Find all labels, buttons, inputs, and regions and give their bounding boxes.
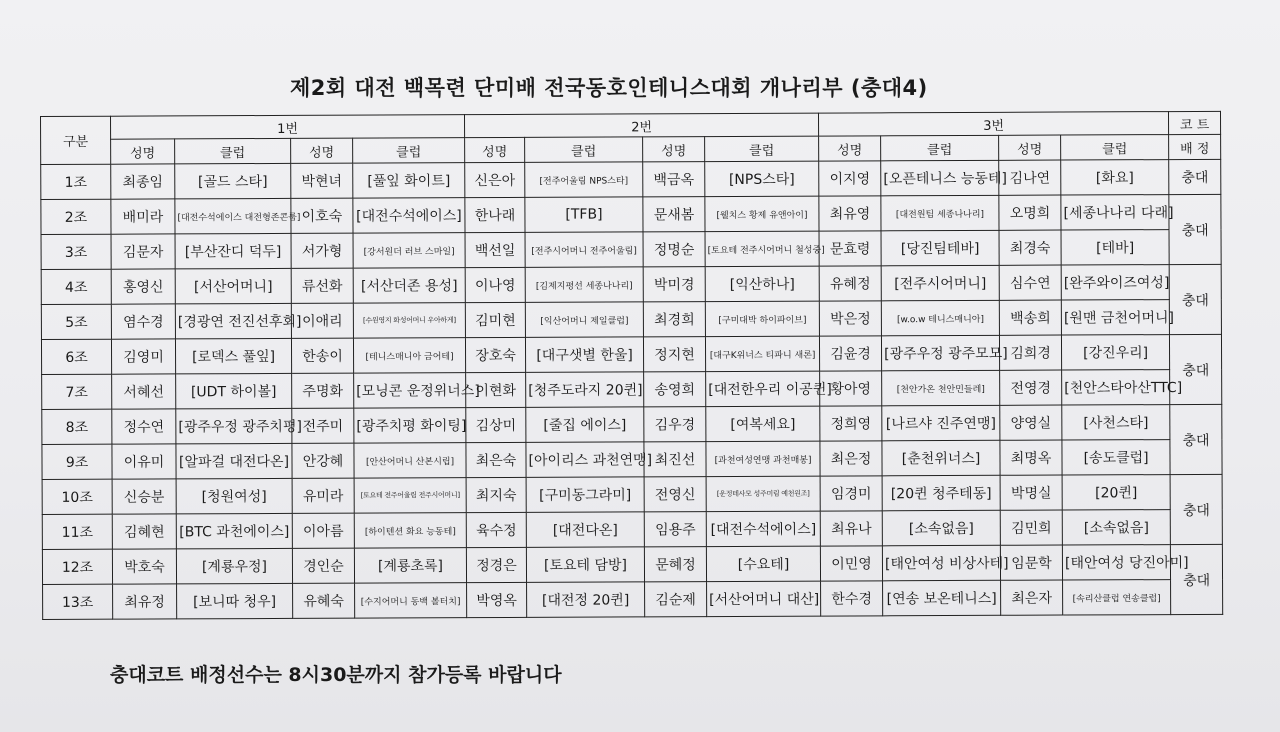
document-title: 제2회 대전 백목련 단미배 전국동호인테니스대회 개나리부 (충대4) [290, 76, 928, 100]
club-cell: [안산어머니 산본시립] [354, 443, 466, 478]
player-name-cell: 정명순 [643, 232, 705, 267]
player-name-cell: 박호숙 [112, 549, 176, 584]
group-label: 4조 [41, 269, 111, 304]
player-name-cell: 전영신 [644, 477, 706, 512]
table-row [42, 474, 1222, 514]
club-cell: [구미대박 하이파이브] [705, 301, 819, 336]
player-name-cell: 정지현 [644, 337, 706, 372]
club-cell: [화요] [1061, 160, 1169, 195]
club-cell: [수요테] [706, 546, 820, 581]
club-cell: [전주어울림 NPS스타] [525, 162, 643, 198]
club-cell: [대전수석에이스] [353, 198, 465, 233]
group-label: 3조 [41, 234, 111, 269]
player-name-cell: 류선화 [291, 268, 353, 303]
club-cell: [오픈테니스 능동테] [881, 160, 999, 196]
player-name-cell: 유혜정 [819, 266, 881, 301]
club-cell: [익산어머니 제일클럽] [525, 302, 643, 338]
group-label: 7조 [42, 374, 112, 409]
group-label: 2조 [41, 199, 111, 234]
table-row [42, 544, 1222, 584]
club-cell: [대전다온] [526, 512, 644, 548]
club-cell: [계룡우정] [176, 548, 292, 584]
club-cell: [나르샤 진주연맹] [882, 405, 1000, 441]
player-name-cell: 문효령 [819, 231, 881, 266]
club-cell: [NPS스타] [705, 161, 819, 196]
player-name-cell: 임용주 [644, 512, 706, 547]
club-cell: [경광연 전진선후회] [175, 303, 291, 339]
header-club: 클럽 [881, 135, 999, 161]
player-name-cell: 김혜현 [112, 514, 176, 549]
club-cell: [속리산클럽 연송클럽] [1063, 580, 1171, 615]
club-cell: [과천여성연맹 과천매봉] [706, 441, 820, 476]
club-cell: [토요테 전주시어머니 철성중] [705, 231, 819, 266]
club-cell: [아이리스 과천연맹] [526, 442, 644, 478]
player-name-cell: 최은정 [820, 441, 882, 476]
group-label: 11조 [42, 514, 112, 549]
player-name-cell: 박영옥 [467, 582, 527, 617]
header-name: 성명 [111, 139, 175, 164]
club-cell: [연송 보온테니스] [883, 580, 1001, 616]
club-cell: [로덱스 풀잎] [175, 338, 291, 374]
bracket-table [40, 111, 1223, 620]
player-name-cell: 이유미 [112, 444, 176, 479]
player-name-cell: 김민희 [1000, 510, 1062, 545]
club-cell: [여복세요] [706, 406, 820, 441]
player-name-cell: 임경미 [820, 476, 882, 511]
header-name: 성명 [819, 136, 881, 161]
player-name-cell: 백송희 [999, 300, 1061, 335]
club-cell: [수지어머니 동백 볼터치] [355, 583, 467, 618]
table-row [41, 159, 1221, 199]
club-cell: [대전원팀 세종나나리] [881, 195, 999, 231]
header-name: 성명 [465, 137, 525, 162]
club-cell: [김제지평선 세종나나리] [525, 267, 643, 303]
club-cell: [테니스매니아 금어테] [353, 338, 465, 373]
player-name-cell: 장호숙 [466, 337, 526, 372]
player-name-cell: 김미현 [465, 302, 525, 337]
player-name-cell: 이지영 [819, 161, 881, 196]
player-name-cell: 최진선 [644, 442, 706, 477]
player-name-cell: 김영미 [111, 339, 175, 374]
player-name-cell: 김희경 [1000, 335, 1062, 370]
club-cell: [대전수석에이스 대전형존콘룹] [175, 198, 291, 234]
player-name-cell: 한수경 [821, 581, 883, 616]
club-cell: [부산잔디 덕두] [175, 233, 291, 269]
group-label: 1조 [41, 164, 111, 199]
group-label: 9조 [42, 444, 112, 479]
club-cell: [태안여성 비상사테] [882, 545, 1000, 581]
table-row [41, 264, 1221, 304]
club-cell: [대전수석에이스] [706, 511, 820, 546]
group-label: 5조 [41, 304, 111, 339]
player-name-cell: 한송이 [291, 338, 353, 373]
club-cell: [계룡초록] [354, 548, 466, 583]
group-label: 13조 [43, 584, 113, 619]
player-name-cell: 유혜숙 [293, 583, 355, 618]
player-name-cell: 정수연 [112, 409, 176, 444]
header-baejeong: 배 정 [1169, 134, 1221, 159]
player-name-cell: 황아영 [820, 371, 882, 406]
footer-notice: 충대코트 배정선수는 8시30분까지 참가등록 바랍니다 [110, 664, 562, 686]
group-label: 6조 [41, 339, 111, 374]
player-name-cell: 김나연 [999, 160, 1061, 195]
player-name-cell: 백선일 [465, 232, 525, 267]
club-cell: [토요테 담방] [526, 547, 644, 583]
player-name-cell: 박현녀 [291, 163, 353, 198]
club-cell: [테바] [1061, 230, 1169, 265]
player-name-cell: 서혜선 [112, 374, 176, 409]
player-name-cell: 심수연 [999, 265, 1061, 300]
header-court-1: 1번 [111, 115, 465, 140]
player-name-cell: 정희영 [820, 406, 882, 441]
club-cell: [대구K위너스 티파니 새론] [706, 336, 820, 371]
player-name-cell: 박명실 [1000, 475, 1062, 510]
player-name-cell: 최명옥 [1000, 440, 1062, 475]
header-kote: 코 트 [1169, 111, 1221, 134]
player-name-cell: 경인순 [292, 548, 354, 583]
court-assign-cell: 충대 [1170, 474, 1222, 544]
header-club: 클럽 [175, 138, 291, 164]
player-name-cell: 서가형 [291, 233, 353, 268]
club-cell: [광주우정 광주모모] [882, 335, 1000, 371]
player-name-cell: 최경숙 [999, 230, 1061, 265]
club-cell: [당진팀테바] [881, 230, 999, 266]
header-club: 클럽 [353, 138, 465, 163]
table-row [41, 229, 1221, 269]
player-name-cell: 최유나 [820, 511, 882, 546]
club-cell: [전주시어머니] [881, 265, 999, 301]
player-name-cell: 최유정 [113, 584, 177, 619]
player-name-cell: 최유영 [819, 196, 881, 231]
club-cell: [20퀸 청주테동] [882, 475, 1000, 511]
header-court-3: 3번 [819, 112, 1169, 137]
table-row [42, 369, 1222, 409]
club-cell: [UDT 하이볼] [176, 373, 292, 409]
player-name-cell: 전주미 [292, 408, 354, 443]
club-cell: [대구샛별 한울] [526, 337, 644, 373]
header-name: 성명 [643, 137, 705, 162]
club-cell: [전주시어머니 전주어울림] [525, 232, 643, 268]
header-club: 클럽 [705, 136, 819, 161]
group-label: 8조 [42, 409, 112, 444]
player-name-cell: 신은아 [465, 162, 525, 197]
player-name-cell: 이애리 [291, 303, 353, 338]
header-club: 클럽 [525, 137, 643, 163]
group-label: 10조 [42, 479, 112, 514]
player-name-cell: 안강혜 [292, 443, 354, 478]
court-assign-cell: 충대 [1170, 404, 1222, 474]
table-row [42, 439, 1222, 479]
court-assign-cell: 충대 [1169, 194, 1221, 264]
club-cell: [20퀸] [1062, 475, 1170, 510]
club-cell: [서산어머니] [175, 268, 291, 304]
court-assign-cell: 충대 [1169, 264, 1221, 334]
player-name-cell: 신승분 [112, 479, 176, 514]
club-cell: [TFB] [525, 197, 643, 233]
table-row [41, 334, 1221, 374]
club-cell: [대전한우리 이공퀸] [706, 371, 820, 406]
court-assign-cell: 충대 [1170, 544, 1222, 614]
table-row [42, 509, 1222, 549]
club-cell: [구미동그라미] [526, 477, 644, 513]
club-cell: [보니따 청우] [177, 583, 293, 619]
club-cell: [서산더존 용성] [353, 268, 465, 303]
club-cell: [강서원더 러브 스마일] [353, 233, 465, 268]
table-row [41, 299, 1221, 339]
player-name-cell: 박은정 [819, 301, 881, 336]
club-cell: [송도클럽] [1062, 440, 1170, 475]
club-cell: [소속없음] [1062, 510, 1170, 545]
player-name-cell: 김순제 [645, 582, 707, 617]
club-cell: [천안가온 천안민들레] [882, 370, 1000, 406]
player-name-cell: 송영희 [644, 372, 706, 407]
header-gubun: 구분 [41, 116, 111, 164]
club-cell: [수원영지 화성어머니 우아하게] [353, 303, 465, 338]
club-cell: [원맨 금천어머니] [1061, 300, 1169, 335]
player-name-cell: 정경은 [466, 547, 526, 582]
player-name-cell: 양영실 [1000, 405, 1062, 440]
player-name-cell: 최경희 [643, 302, 705, 337]
player-name-cell: 유미라 [292, 478, 354, 513]
table-row [42, 404, 1222, 444]
club-cell: [알파걸 대전다온] [176, 443, 292, 479]
player-name-cell: 주명화 [292, 373, 354, 408]
club-cell: [하이텐션 화요 능동테] [354, 513, 466, 548]
club-cell: [소속없음] [882, 510, 1000, 546]
club-cell: [청원여성] [176, 478, 292, 514]
header-name: 성명 [999, 135, 1061, 160]
player-name-cell: 육수정 [466, 512, 526, 547]
club-cell: [태안여성 당진아미] [1062, 545, 1170, 580]
player-name-cell: 문혜정 [644, 547, 706, 582]
player-name-cell: 최종임 [111, 164, 175, 199]
player-name-cell: 김우경 [644, 407, 706, 442]
club-cell: [대전정 20퀸] [527, 582, 645, 618]
club-cell: [모닝콘 운정위너스] [354, 373, 466, 408]
court-assign-cell: 충대 [1170, 334, 1222, 404]
club-cell: [서산어머니 대산] [707, 581, 821, 616]
player-name-cell: 김문자 [111, 234, 175, 269]
player-name-cell: 이아름 [292, 513, 354, 548]
player-name-cell: 배미라 [111, 199, 175, 234]
player-name-cell: 김상미 [466, 407, 526, 442]
player-name-cell: 김윤경 [820, 336, 882, 371]
table-row [43, 579, 1223, 619]
player-name-cell: 임문학 [1000, 545, 1062, 580]
header-court-2: 2번 [465, 113, 819, 138]
player-name-cell: 이민영 [820, 546, 882, 581]
club-cell: [웰치스 황제 유앤아이] [705, 196, 819, 231]
player-name-cell: 염수경 [111, 304, 175, 339]
player-name-cell: 오명희 [999, 195, 1061, 230]
player-name-cell: 이호숙 [291, 198, 353, 233]
club-cell: [청주도라지 20퀸] [526, 372, 644, 408]
player-name-cell: 최지숙 [466, 477, 526, 512]
club-cell: [춘천위너스] [882, 440, 1000, 476]
player-name-cell: 최은숙 [466, 442, 526, 477]
club-cell: [익산하나] [705, 266, 819, 301]
club-cell: [줄집 에이스] [526, 407, 644, 443]
club-cell: [완주와이즈여성] [1061, 265, 1169, 300]
table-row [41, 194, 1221, 234]
player-name-cell: 박미경 [643, 267, 705, 302]
club-cell: [w.o.w 테니스매니아] [881, 300, 999, 336]
header-club: 클럽 [1061, 135, 1169, 160]
player-name-cell: 백금옥 [643, 162, 705, 197]
player-name-cell: 문새봄 [643, 197, 705, 232]
group-label: 12조 [42, 549, 112, 584]
club-cell: [사천스타] [1062, 405, 1170, 440]
player-name-cell: 한나래 [465, 197, 525, 232]
club-cell: [세종나나리 다래] [1061, 195, 1169, 230]
player-name-cell: 이나영 [465, 267, 525, 302]
club-cell: [강진우리] [1062, 335, 1170, 370]
club-cell: [토요테 전주어울림 전주시어머니] [354, 478, 466, 513]
player-name-cell: 최은자 [1001, 580, 1063, 615]
player-name-cell: 이현화 [466, 372, 526, 407]
club-cell: [골드 스타] [175, 163, 291, 199]
player-name-cell: 전영경 [1000, 370, 1062, 405]
club-cell: [광주치평 화이팅] [354, 408, 466, 443]
club-cell: [광주우정 광주치평] [176, 408, 292, 444]
club-cell: [천안스타아산TTC] [1062, 370, 1170, 405]
club-cell: [풀잎 화이트] [353, 163, 465, 198]
header-name: 성명 [291, 138, 353, 163]
player-name-cell: 홍영신 [111, 269, 175, 304]
court-assign-cell: 충대 [1169, 159, 1221, 194]
club-cell: [BTC 과천에이스] [176, 513, 292, 549]
club-cell: [운정테사모 성주미림 예천원조] [706, 476, 820, 511]
